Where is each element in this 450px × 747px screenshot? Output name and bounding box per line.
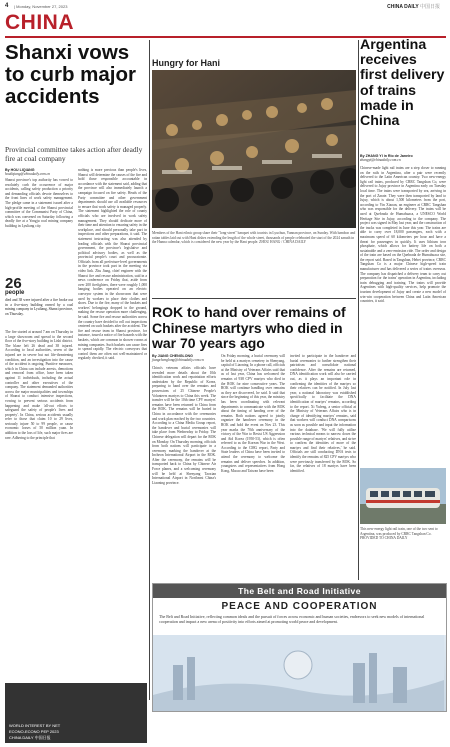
bri-body: The Belt and Road Initiative, reflecting common ideals and the pursuit of forces across economic and human societies, endeavors to seek new models of international cooperation and impact a new arena of positivity into efforts aimed at promoting world peace and development. bbox=[159, 614, 425, 624]
train-photo bbox=[360, 468, 446, 524]
kicker-hungry-for-hani: Hungry for Hani bbox=[152, 58, 221, 68]
headline-shanxi: Shanxi vows to curb major accidents bbox=[5, 41, 136, 108]
byline: By HOU LIQIANG bbox=[5, 168, 35, 172]
subhead-shanxi: Provincial committee takes action after deadly fire at coal company bbox=[5, 145, 143, 163]
masthead bbox=[387, 3, 440, 10]
byline: By ZHANG YI in Rio de Janeiro bbox=[360, 154, 413, 158]
train-photo-caption: This new-energy light rail train, one of the two sent to Argentina, was produced by CRRC Tangshan Co. PROVIDED TO CHINA DAILY bbox=[360, 527, 438, 541]
right-column-divider bbox=[358, 40, 359, 580]
stat-text: died and 38 were injured after a fire broke out in a five-story building owned by a coal mining company in Lyuliang, Shanxi province, on Thursday. bbox=[5, 298, 73, 316]
story3-col2: On Friday morning, a burial ceremony will be held at a martyrs cemetery in Shenyang, capital of Liaoning. In a phone call, officials at the Ministry of Veterans Affairs said that as of last year, China has welcomed the remains of 938 CPV martyrs who died in the ROK for nine consecutive years. The ROK will continue handling over remains as they are discovered, he said. It said that since the beginning of this year, the ministry has been coordinating with relevant departments to communicate with the ROK about the timing of handing over of the remains. Both nations agreed to jointly organize the handover ceremony in the ROK and hold the event on Nov 23. This year marks the 70th anniversary of the victory of the War to Resist US Aggression and Aid Korea (1950-53), which is often referred to as the Korean War in the West. According to the CMG report, Party and State leaders of China have been invited to attend the ceremony to welcome the remains and deliver speeches. In addition, youngsters and representatives from Hong Kong, Macao and Taiwan have been bbox=[221, 354, 285, 473]
story3-byline-block bbox=[152, 354, 216, 363]
footer-info-box bbox=[5, 683, 147, 743]
page-number: 4 bbox=[5, 3, 9, 9]
story1-byline-block bbox=[5, 168, 73, 177]
bri-skyline-illustration bbox=[153, 635, 444, 711]
byline-email: houliqiang@chinadaily.com.cn bbox=[5, 172, 51, 176]
bri-illustration bbox=[153, 635, 446, 711]
footer-line3: CHINA DAILY 中国日报 bbox=[9, 735, 51, 740]
stat-label: people bbox=[5, 290, 25, 296]
paper-name: CHINA DAILY bbox=[387, 4, 419, 10]
hani-banquet-photo bbox=[152, 70, 356, 228]
headline-argentina-trains: Argentina receives first delivery of trains made in China bbox=[360, 37, 445, 130]
column-divider bbox=[149, 40, 150, 700]
story1-col2: nothing is more precious than people's lives, Shanxi will determine the causes of the fire and hold those responsible accountable in accordance with the statement said, adding that the province will also immediately launch a campaign focused on fire safety. Heads of the Party committee and other government departments should use all available resources to ensure that work safety is managed properly. The statement highlighted the role of county officials who are involved in work safety management. They should dedicate more of their time and attention to ensuring safety in the workplace, and should personally take part in inspections and other preparations, it said. The statement instructing was also attended by leading officials with the Shanxi provincial government, the province's legislative and political advisory bodies, as well as the provincial people's court and procuratorate. Officials from all prefecture-level governments in the province took part in the meeting via video link. Zhu Jiang, chief engineer with the Shanxi fire and rescue administration, said in a news conference on Friday that, aside from over 200 firefighters, there were roughly 1,000 hanging bodies operated on an electric conveyor system in the showroom that were used by workers to place their clothes and shoes. Due to the fire, many of the baskets and workers' belongings dropped to the ground, making the rescue operation more challenging, he said. Some fire and rescue authorities across the country have decided to roll out inspections centered on such baskets after the accident. The fire and rescue team in Shanxi province, for instance, issued a notice of fire hazards with the baskets, which are common in shower rooms at mining companies. Such baskets can cause fires to spread rapidly. The electric conveyors that control them are often not well-maintained or regularly checked, it said. bbox=[78, 168, 147, 361]
hani-photo-caption: Members of the Hani ethnic group share their "long-street" banquet with tourists in Lyuchun, Yunnan province, on Sunday. With bamboo and rattan tables laid out with Hani dishes extending the length of the whole street, thousands of people celebrated the start of the 2024 zanuth in the Hanna calendar, which is considered the new year by the Hani people. ZHOU HANG / CHINA DAILY bbox=[152, 231, 356, 245]
story4-body: Chinese-made light rail trains are a step closer to running on the rails in Argentina, after a pair were recently delivered to the Latin American country. Two new-energy light rail trains, produced by CRRC Tangshan Co, were delivered to Jujuy province in Argentina early on Tuesday local time. The trains were transported by sea, arriving in the port of Zarate. They were then transported by land to Jujuy, which is about 1,500 kilometers from the port, according to Yin Xiaoan, an engineer at CRRC Tangshan who was responsible for the delivery. The trains will be used at Quebrada de Humahuaca, a UNESCO World Heritage Site in Jujuy, according to the company. The project was signed in May last year, and the construction of the tracks was completed in June this year. The trains are able to carry over 18,000 passengers, each with a maximum speed of 60 kilometers per hour and have a threat for passengers in quickly. It uses lithium iron phosphate, which allows for battery life on both a sustainable and a zero-emission ride. The order and design of the train are based on the Quebrada de Humahuaca site, the report said. Based in Tangshan, Hebei province, CRRC Tangshan Co is a major Chinese high-speed train manufacturer and has delivered a series of trains overseas. The company has dispatched a delivery team to carry out preparation for the trains' operation in Argentina, including train debugging and training. The trains will provide Argentines with high-quality services, help promote the tourism development of Jujuy and create a new model of win-win cooperation between China and Latin American countries, it said. bbox=[360, 166, 446, 304]
story3-rule bbox=[152, 298, 356, 299]
byline: By JIANG CHENGLONG bbox=[152, 354, 193, 358]
byline-email: zhangyi@chinadaily.com.cn bbox=[360, 158, 401, 162]
footer-line1: WORLD INTEREST BY NET bbox=[9, 723, 61, 728]
section-title: CHINA bbox=[5, 11, 74, 34]
story3-col1: China's veterans affairs officials have revealed more details about the 10th identification work and repatriation efforts undertaken by the Republic of Korea, preparing to hand over the remains and possessions of 25 Chinese People's Volunteers martyrs to China this week. The transfer will be the 10th time CPV martyrs' remains have been returned to China from the ROK. The remains will be buried in China in accordance with the ceremonies and work plan reached by the two countries. According to a China Media Group report, the handover and burial ceremonies will take place from Wednesday to Friday. The Chinese delegation will depart for the ROK on Monday. On Thursday morning, officials from both nations will participate in a ceremony marking the handover at the Incheon International Airport in the ROK. After the ceremony, the remains will be transported back to China by Chinese Air Force planes, and a welcoming ceremony will be held at Shenyang Taoxian International Airport in Northeast China's Liaoning province. bbox=[152, 366, 216, 485]
banquet-crowd-illustration bbox=[152, 70, 356, 228]
bri-subtitle: PEACE AND COOPERATION bbox=[221, 601, 378, 612]
paper-name-cn: 中国日报 bbox=[419, 4, 440, 10]
belt-and-road-box bbox=[152, 583, 447, 712]
byline-email: jiangchenglong@chinadaily.com.cn bbox=[152, 358, 204, 362]
dateline: | Monday, November 27, 2023 bbox=[14, 4, 68, 9]
train-illustration bbox=[360, 468, 446, 524]
headline-rok-martyrs: ROK to hand over remains of Chinese martyrs who died in war 70 years ago bbox=[152, 304, 346, 351]
story1-col1: Shanxi province's top authority has vowed to resolutely curb the occurrence of major accidents, calling safety production a priority and demanding officials devote themselves to the front lines of work safety management. The pledge came in a statement issued after a high-profile meeting of the Shanxi provincial committee of the Communist Party of China, which was convened on Saturday following a deadly fire at a Yongju coal mining company building in Lyuliang city. bbox=[5, 178, 73, 228]
bri-banner-title: The Belt and Road Initiative bbox=[238, 586, 361, 596]
story3-col3: invited to participate in the handover and burial ceremonies to further strengthen their patriotism and consolidate national confidence. After the remains are returned, DNA identification work will also be carried out, as it plays an important role in confirming the identities of the martyrs so their relatives can be notified. In July last year, a national laboratory was established specifically to facilitate the DNA identification of martyrs' remains, according to the report. Xi Yufeng, a senior official at the Ministry of Veterans Affairs who is in charge of identifying martyrs' remains, said that workers will conduct DNA comparisons as soon as possible and input the information into the database. 'We will fully utilize various technical means to narrow down the possible range of martyrs' relatives, and strive to confirm the identities of more of the martyrs and find their relatives,' he said. Officials are still conducting DNA tests to identify the remains of 825 CPV martyrs who were previously transferred by the ROK. So far, the relatives of 18 martyrs have been identified. bbox=[290, 354, 356, 473]
stat-number: 26 bbox=[5, 275, 22, 292]
footer-line2: ECONO-ECONO PEP 2023 bbox=[9, 729, 59, 734]
story1-col1b: The fire started at around 7 am on Thursday in a large showroom and spread to the second floor of the five-story building in Lishi district. The blaze left 26 dead and 38 injured. According to local authorities, seven of the injured are in severe but not life-threatening condition, and an investigation into the cause of the accident is ongoing. Punitive measures, which in China can include arrests, demotions and removal from office, have been taken against 11 individuals, including the actual controller and other executives of the company. The statement demanded authorities across the major municipalities and townships of Shanxi to conduct intensive inspections, vowing to prevent serious accidents from happening and make 'all-out efforts to safeguard the safety of people's lives and property'. In China, serious accidents usually refer to those that claim 10 to 29 lives, seriously injure 50 to 99 people, or cause economic losses of 50 million yuan. In addition to the loss of life, such major fires are rare. Adhering to the principle that bbox=[5, 330, 73, 440]
story4-byline-block bbox=[360, 154, 446, 163]
